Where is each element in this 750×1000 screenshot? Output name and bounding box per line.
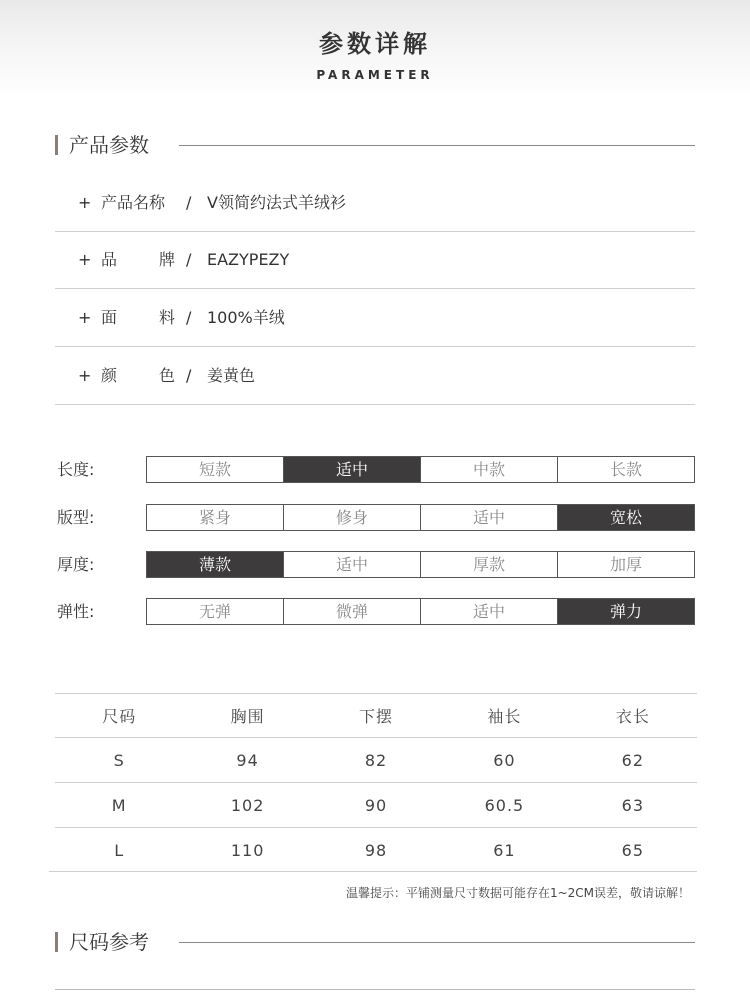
attribute-label: 版型:: [57, 508, 95, 527]
info-row: [55, 231, 695, 289]
plus-icon: +: [78, 250, 92, 269]
section-accent-bar: [55, 135, 58, 155]
attribute-label: 厚度:: [57, 555, 95, 574]
attribute-option-selected: 适中: [284, 457, 421, 482]
info-key: 品 牌: [101, 250, 175, 269]
attribute-option: 紧身: [147, 505, 284, 530]
info-separator: /: [186, 366, 192, 385]
size-cell: 61: [493, 841, 516, 860]
section-header-size: [55, 929, 695, 955]
info-value: 姜黄色: [207, 366, 256, 385]
size-row: [55, 827, 697, 871]
size-cell: 82: [364, 751, 388, 770]
info-separator: /: [186, 308, 192, 327]
size-cell: S: [113, 751, 125, 770]
section-title: 尺码参考: [69, 930, 149, 954]
size-header-cell: 下摆: [359, 707, 394, 726]
size-cell: 98: [364, 841, 388, 860]
size-header-cell: 袖长: [487, 707, 522, 726]
attribute-label: 弹性:: [57, 602, 95, 621]
size-row: [55, 737, 697, 782]
attribute-option: 中款: [421, 457, 558, 482]
attribute-row: [57, 598, 697, 625]
section-header-product: [55, 132, 695, 158]
attribute-option-selected: 薄款: [147, 552, 284, 577]
attribute-option: 短款: [147, 457, 284, 482]
plus-icon: +: [78, 366, 92, 385]
size-cell: 62: [621, 751, 644, 770]
bottom-divider: [55, 989, 695, 990]
size-cell: 110: [230, 841, 265, 860]
size-header-cell: 尺码: [102, 707, 137, 726]
info-key: 面 料: [101, 308, 175, 327]
attribute-option: 无弹: [147, 599, 284, 624]
plus-icon: +: [78, 193, 92, 212]
size-cell: L: [114, 841, 125, 860]
info-row: [55, 347, 695, 405]
size-cell: 65: [621, 841, 644, 860]
size-header-cell: 胸围: [230, 707, 265, 726]
info-key: 颜 色: [101, 366, 175, 385]
info-value: 100%羊绒: [207, 308, 285, 327]
info-key: 产品名称: [101, 193, 166, 212]
size-cell: 60: [493, 751, 516, 770]
attribute-row: [57, 551, 697, 578]
size-table-bottom-rule: [49, 871, 697, 872]
attribute-options: [146, 504, 695, 531]
size-cell: 60.5: [484, 796, 525, 815]
attribute-option: 微弹: [284, 599, 421, 624]
attribute-options: [146, 456, 695, 483]
info-separator: /: [186, 250, 192, 269]
attribute-option: 厚款: [421, 552, 558, 577]
section-accent-bar: [55, 932, 58, 952]
attribute-label: 长度:: [57, 460, 95, 479]
measurement-note: 温馨提示：平铺测量尺寸数据可能存在1~2CM误差，敬请谅解！: [345, 886, 690, 900]
size-header-cell: 衣长: [615, 707, 650, 726]
attribute-option: 修身: [284, 505, 421, 530]
page-subtitle: PARAMETER: [316, 68, 434, 82]
size-cell: 94: [236, 751, 259, 770]
info-row: [55, 174, 695, 232]
info-value: EAZYPEZY: [207, 250, 290, 269]
section-title: 产品参数: [69, 133, 149, 157]
size-cell: M: [111, 796, 127, 815]
section-divider: [179, 942, 695, 943]
attribute-option: 加厚: [558, 552, 694, 577]
size-table: [55, 693, 697, 871]
size-row: [55, 782, 697, 827]
plus-icon: +: [78, 308, 92, 327]
size-cell: 102: [230, 796, 265, 815]
attribute-option: 适中: [421, 599, 558, 624]
attribute-option-selected: 弹力: [558, 599, 694, 624]
attribute-option: 长款: [558, 457, 694, 482]
size-cell: 63: [621, 796, 644, 815]
size-table-body: [55, 737, 697, 871]
info-value: V领简约法式羊绒衫: [207, 193, 346, 212]
attribute-options: [146, 598, 695, 625]
section-divider: [179, 145, 695, 146]
attribute-option-selected: 宽松: [558, 505, 694, 530]
attribute-row: [57, 456, 697, 483]
attribute-row: [57, 504, 697, 531]
page-header: [0, 0, 750, 100]
info-separator: /: [186, 193, 192, 212]
size-cell: 90: [364, 796, 388, 815]
page-title: 参数详解: [319, 30, 431, 58]
info-row: [55, 289, 695, 347]
attribute-option: 适中: [284, 552, 421, 577]
size-table-header: [55, 693, 697, 737]
attribute-option: 适中: [421, 505, 558, 530]
attribute-options: [146, 551, 695, 578]
